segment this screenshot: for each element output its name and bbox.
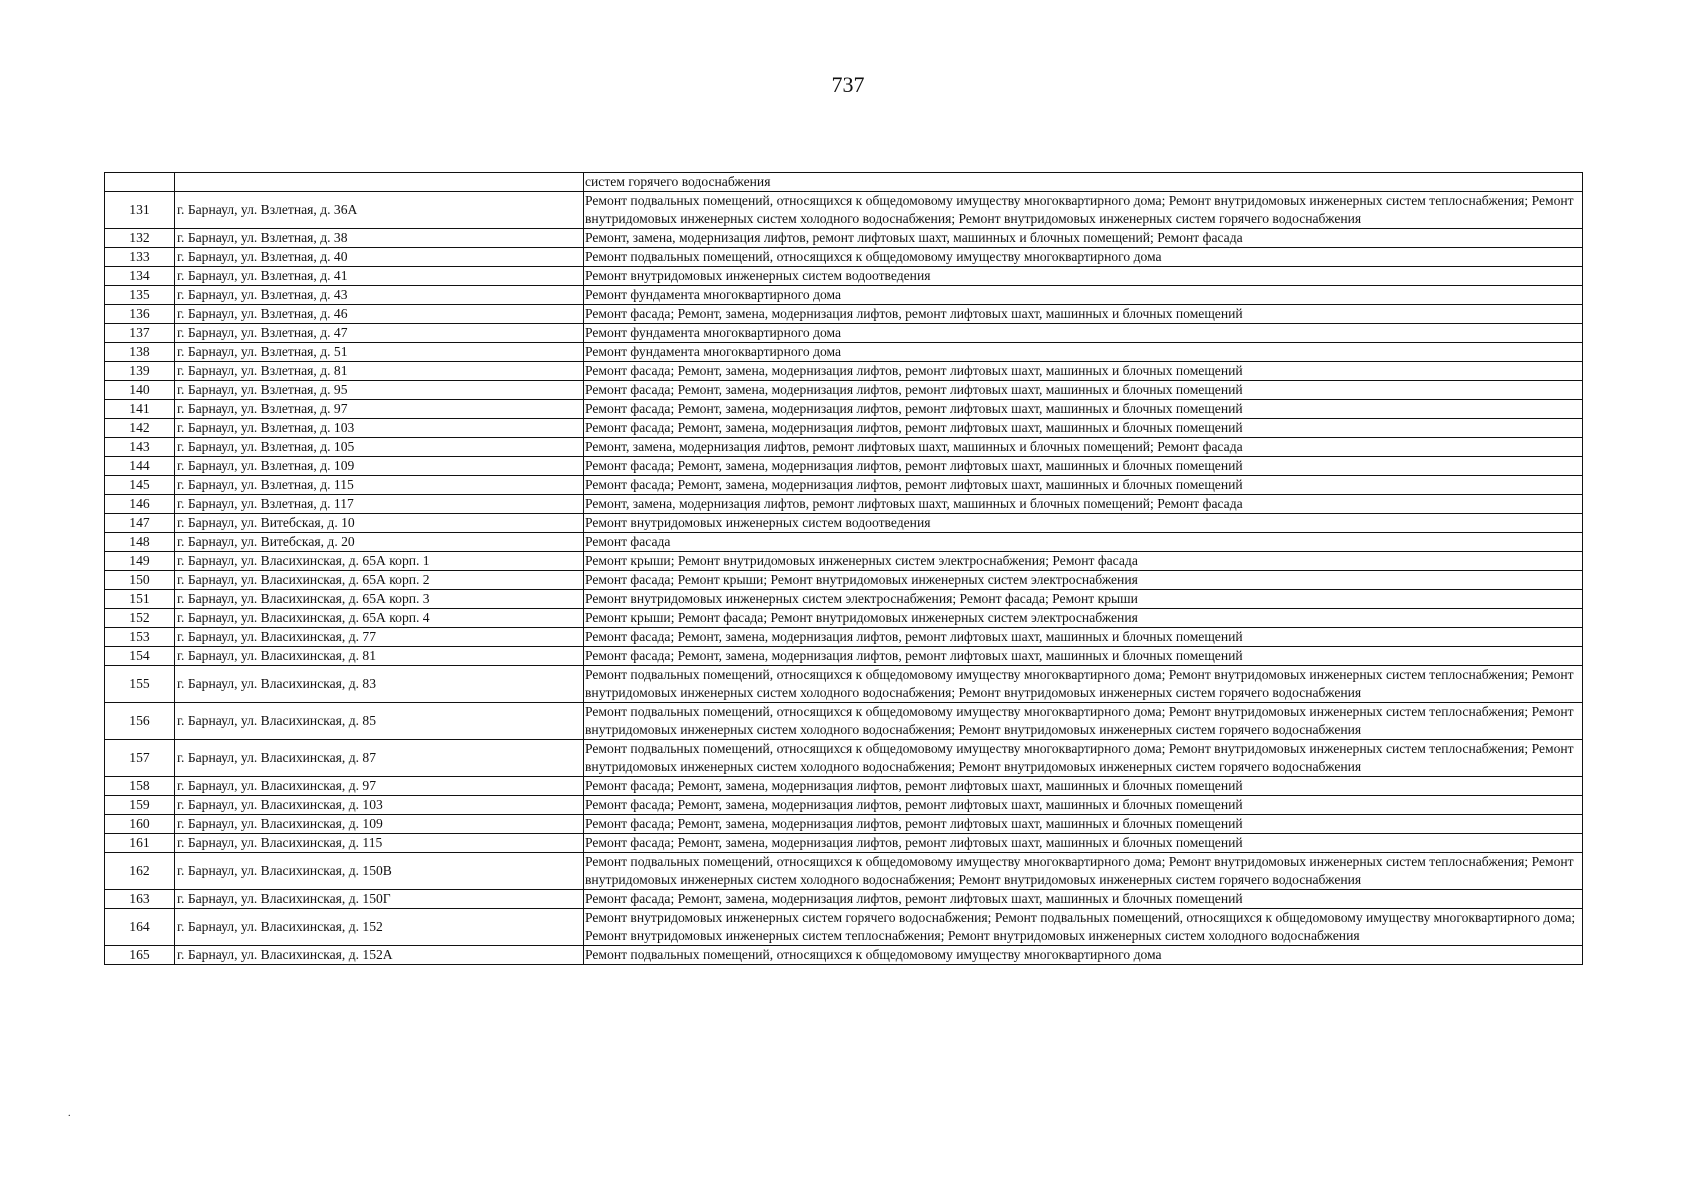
row-work: Ремонт подвальных помещений, относящихся к общедомовому имуществу многоквартирного дома; Ремонт внутридомовых инженерных систем теплоснабжения; Ремонт внутридомовых инженерных систем холодного водоснабжения; Ремонт внутридомовых инженерных систем горячего водоснабжения xyxy=(584,666,1583,703)
row-work: Ремонт фасада; Ремонт, замена, модернизация лифтов, ремонт лифтовых шахт, машинных и блочных помещений xyxy=(584,381,1583,400)
row-work: Ремонт фасада; Ремонт, замена, модернизация лифтов, ремонт лифтовых шахт, машинных и блочных помещений xyxy=(584,419,1583,438)
row-address: г. Барнаул, ул. Взлетная, д. 41 xyxy=(175,267,584,286)
row-work: Ремонт внутридомовых инженерных систем водоотведения xyxy=(584,267,1583,286)
table-row xyxy=(105,343,1583,362)
row-address: г. Барнаул, ул. Взлетная, д. 36А xyxy=(175,192,584,229)
table-row xyxy=(105,192,1583,229)
row-address: г. Барнаул, ул. Взлетная, д. 105 xyxy=(175,438,584,457)
row-number: 159 xyxy=(105,796,175,815)
row-address: г. Барнаул, ул. Власихинская, д. 150Г xyxy=(175,890,584,909)
row-address: г. Барнаул, ул. Витебская, д. 10 xyxy=(175,514,584,533)
row-number: 150 xyxy=(105,571,175,590)
table-row xyxy=(105,229,1583,248)
page-number: 737 xyxy=(831,72,865,97)
row-address: г. Барнаул, ул. Власихинская, д. 65А корп. 1 xyxy=(175,552,584,571)
table-row xyxy=(105,476,1583,495)
row-number: 165 xyxy=(105,946,175,965)
row-address: г. Барнаул, ул. Взлетная, д. 40 xyxy=(175,248,584,267)
row-work: Ремонт, замена, модернизация лифтов, ремонт лифтовых шахт, машинных и блочных помещений; Ремонт фасада xyxy=(584,495,1583,514)
table-row xyxy=(105,740,1583,777)
row-number xyxy=(105,173,175,192)
row-address: г. Барнаул, ул. Взлетная, д. 81 xyxy=(175,362,584,381)
table-row xyxy=(105,590,1583,609)
row-number: 151 xyxy=(105,590,175,609)
table-body xyxy=(105,173,1583,965)
table-row xyxy=(105,419,1583,438)
table-row xyxy=(105,628,1583,647)
row-number: 138 xyxy=(105,343,175,362)
row-address: г. Барнаул, ул. Власихинская, д. 103 xyxy=(175,796,584,815)
row-number: 153 xyxy=(105,628,175,647)
row-number: 145 xyxy=(105,476,175,495)
row-number: 132 xyxy=(105,229,175,248)
row-work: Ремонт подвальных помещений, относящихся к общедомовому имуществу многоквартирного дома; Ремонт внутридомовых инженерных систем теплоснабжения; Ремонт внутридомовых инженерных систем холодного водоснабжения; Ремонт внутридомовых инженерных систем горячего водоснабжения xyxy=(584,192,1583,229)
table-row xyxy=(105,571,1583,590)
row-address: г. Барнаул, ул. Власихинская, д. 87 xyxy=(175,740,584,777)
row-address: г. Барнаул, ул. Взлетная, д. 109 xyxy=(175,457,584,476)
row-number: 149 xyxy=(105,552,175,571)
row-work: Ремонт, замена, модернизация лифтов, ремонт лифтовых шахт, машинных и блочных помещений; Ремонт фасада xyxy=(584,438,1583,457)
row-address: г. Барнаул, ул. Взлетная, д. 117 xyxy=(175,495,584,514)
row-work: Ремонт фасада; Ремонт, замена, модернизация лифтов, ремонт лифтовых шахт, машинных и блочных помещений xyxy=(584,400,1583,419)
row-number: 131 xyxy=(105,192,175,229)
row-number: 136 xyxy=(105,305,175,324)
row-number: 164 xyxy=(105,909,175,946)
table-row xyxy=(105,796,1583,815)
row-work: Ремонт фасада xyxy=(584,533,1583,552)
row-number: 148 xyxy=(105,533,175,552)
row-address: г. Барнаул, ул. Взлетная, д. 46 xyxy=(175,305,584,324)
row-work: Ремонт внутридомовых инженерных систем горячего водоснабжения; Ремонт подвальных помещений, относящихся к общедомовому имуществу многоквартирного дома; Ремонт внутридомовых инженерных систем теплоснабжения; Ремонт внутридомовых инженерных систем холодного водоснабжения xyxy=(584,909,1583,946)
row-address: г. Барнаул, ул. Власихинская, д. 77 xyxy=(175,628,584,647)
row-work: Ремонт крыши; Ремонт внутридомовых инженерных систем электроснабжения; Ремонт фасада xyxy=(584,552,1583,571)
row-address: г. Барнаул, ул. Власихинская, д. 150В xyxy=(175,853,584,890)
row-address: г. Барнаул, ул. Власихинская, д. 65А корп. 3 xyxy=(175,590,584,609)
table-row xyxy=(105,400,1583,419)
table-row xyxy=(105,457,1583,476)
row-work: Ремонт внутридомовых инженерных систем водоотведения xyxy=(584,514,1583,533)
register-sheet xyxy=(104,172,1583,965)
row-work: Ремонт подвальных помещений, относящихся к общедомовому имуществу многоквартирного дома xyxy=(584,946,1583,965)
table-row xyxy=(105,647,1583,666)
row-number: 158 xyxy=(105,777,175,796)
row-address: г. Барнаул, ул. Власихинская, д. 152А xyxy=(175,946,584,965)
table-row xyxy=(105,609,1583,628)
row-address: г. Барнаул, ул. Власихинская, д. 85 xyxy=(175,703,584,740)
table-row xyxy=(105,909,1583,946)
row-number: 152 xyxy=(105,609,175,628)
table-row xyxy=(105,267,1583,286)
row-number: 135 xyxy=(105,286,175,305)
row-number: 144 xyxy=(105,457,175,476)
table-row xyxy=(105,890,1583,909)
table-row xyxy=(105,248,1583,267)
table-row xyxy=(105,533,1583,552)
row-work: Ремонт фундамента многоквартирного дома xyxy=(584,324,1583,343)
row-number: 142 xyxy=(105,419,175,438)
table-row xyxy=(105,552,1583,571)
row-address: г. Барнаул, ул. Власихинская, д. 97 xyxy=(175,777,584,796)
table-row xyxy=(105,438,1583,457)
row-number: 162 xyxy=(105,853,175,890)
row-address: г. Барнаул, ул. Взлетная, д. 51 xyxy=(175,343,584,362)
row-address: г. Барнаул, ул. Взлетная, д. 115 xyxy=(175,476,584,495)
table-row xyxy=(105,286,1583,305)
row-work: Ремонт фасада; Ремонт, замена, модернизация лифтов, ремонт лифтовых шахт, машинных и блочных помещений xyxy=(584,815,1583,834)
row-address: г. Барнаул, ул. Власихинская, д. 152 xyxy=(175,909,584,946)
row-address: г. Барнаул, ул. Власихинская, д. 65А корп. 2 xyxy=(175,571,584,590)
stray-mark: . xyxy=(68,1108,71,1119)
row-work: Ремонт фасада; Ремонт, замена, модернизация лифтов, ремонт лифтовых шахт, машинных и блочных помещений xyxy=(584,777,1583,796)
row-number: 157 xyxy=(105,740,175,777)
row-number: 141 xyxy=(105,400,175,419)
row-number: 146 xyxy=(105,495,175,514)
row-work: Ремонт фасада; Ремонт, замена, модернизация лифтов, ремонт лифтовых шахт, машинных и блочных помещений xyxy=(584,362,1583,381)
table-row xyxy=(105,666,1583,703)
row-number: 160 xyxy=(105,815,175,834)
row-address: г. Барнаул, ул. Власихинская, д. 65А корп. 4 xyxy=(175,609,584,628)
row-number: 154 xyxy=(105,647,175,666)
row-work: систем горячего водоснабжения xyxy=(584,173,1583,192)
row-address: г. Барнаул, ул. Взлетная, д. 103 xyxy=(175,419,584,438)
row-work: Ремонт внутридомовых инженерных систем электроснабжения; Ремонт фасада; Ремонт крыши xyxy=(584,590,1583,609)
row-number: 147 xyxy=(105,514,175,533)
row-address: г. Барнаул, ул. Витебская, д. 20 xyxy=(175,533,584,552)
table-row xyxy=(105,324,1583,343)
table-row xyxy=(105,305,1583,324)
row-address: г. Барнаул, ул. Взлетная, д. 95 xyxy=(175,381,584,400)
row-work: Ремонт подвальных помещений, относящихся к общедомовому имуществу многоквартирного дома xyxy=(584,248,1583,267)
row-work: Ремонт фасада; Ремонт крыши; Ремонт внутридомовых инженерных систем электроснабжения xyxy=(584,571,1583,590)
row-work: Ремонт фасада; Ремонт, замена, модернизация лифтов, ремонт лифтовых шахт, машинных и блочных помещений xyxy=(584,476,1583,495)
row-work: Ремонт фасада; Ремонт, замена, модернизация лифтов, ремонт лифтовых шахт, машинных и блочных помещений xyxy=(584,796,1583,815)
row-number: 140 xyxy=(105,381,175,400)
row-work: Ремонт крыши; Ремонт фасада; Ремонт внутридомовых инженерных систем электроснабжения xyxy=(584,609,1583,628)
row-number: 137 xyxy=(105,324,175,343)
row-number: 163 xyxy=(105,890,175,909)
table-row xyxy=(105,834,1583,853)
row-work: Ремонт, замена, модернизация лифтов, ремонт лифтовых шахт, машинных и блочных помещений; Ремонт фасада xyxy=(584,229,1583,248)
row-address: г. Барнаул, ул. Власихинская, д. 81 xyxy=(175,647,584,666)
row-address: г. Барнаул, ул. Власихинская, д. 115 xyxy=(175,834,584,853)
row-work: Ремонт фасада; Ремонт, замена, модернизация лифтов, ремонт лифтовых шахт, машинных и блочных помещений xyxy=(584,834,1583,853)
row-address: г. Барнаул, ул. Взлетная, д. 43 xyxy=(175,286,584,305)
row-work: Ремонт фасада; Ремонт, замена, модернизация лифтов, ремонт лифтовых шахт, машинных и блочных помещений xyxy=(584,647,1583,666)
row-address xyxy=(175,173,584,192)
row-address: г. Барнаул, ул. Взлетная, д. 38 xyxy=(175,229,584,248)
row-number: 134 xyxy=(105,267,175,286)
row-number: 156 xyxy=(105,703,175,740)
row-work: Ремонт фасада; Ремонт, замена, модернизация лифтов, ремонт лифтовых шахт, машинных и блочных помещений xyxy=(584,890,1583,909)
row-number: 161 xyxy=(105,834,175,853)
repair-table xyxy=(104,172,1583,965)
table-row xyxy=(105,946,1583,965)
row-work: Ремонт фасада; Ремонт, замена, модернизация лифтов, ремонт лифтовых шахт, машинных и блочных помещений xyxy=(584,305,1583,324)
row-address: г. Барнаул, ул. Взлетная, д. 97 xyxy=(175,400,584,419)
table-row xyxy=(105,815,1583,834)
row-work: Ремонт фундамента многоквартирного дома xyxy=(584,343,1583,362)
table-row xyxy=(105,381,1583,400)
row-address: г. Барнаул, ул. Власихинская, д. 83 xyxy=(175,666,584,703)
row-number: 143 xyxy=(105,438,175,457)
table-row xyxy=(105,703,1583,740)
row-work: Ремонт подвальных помещений, относящихся к общедомовому имуществу многоквартирного дома; Ремонт внутридомовых инженерных систем теплоснабжения; Ремонт внутридомовых инженерных систем холодного водоснабжения; Ремонт внутридомовых инженерных систем горячего водоснабжения xyxy=(584,853,1583,890)
table-row xyxy=(105,777,1583,796)
row-work: Ремонт фасада; Ремонт, замена, модернизация лифтов, ремонт лифтовых шахт, машинных и блочных помещений xyxy=(584,628,1583,647)
row-number: 139 xyxy=(105,362,175,381)
table-row-continuation xyxy=(105,173,1583,192)
table-row xyxy=(105,853,1583,890)
row-work: Ремонт фасада; Ремонт, замена, модернизация лифтов, ремонт лифтовых шахт, машинных и блочных помещений xyxy=(584,457,1583,476)
row-address: г. Барнаул, ул. Власихинская, д. 109 xyxy=(175,815,584,834)
table-row xyxy=(105,495,1583,514)
row-work: Ремонт подвальных помещений, относящихся к общедомовому имуществу многоквартирного дома; Ремонт внутридомовых инженерных систем теплоснабжения; Ремонт внутридомовых инженерных систем холодного водоснабжения; Ремонт внутридомовых инженерных систем горячего водоснабжения xyxy=(584,703,1583,740)
table-row xyxy=(105,514,1583,533)
row-number: 155 xyxy=(105,666,175,703)
row-address: г. Барнаул, ул. Взлетная, д. 47 xyxy=(175,324,584,343)
row-work: Ремонт фундамента многоквартирного дома xyxy=(584,286,1583,305)
table-row xyxy=(105,362,1583,381)
row-work: Ремонт подвальных помещений, относящихся к общедомовому имуществу многоквартирного дома; Ремонт внутридомовых инженерных систем теплоснабжения; Ремонт внутридомовых инженерных систем холодного водоснабжения; Ремонт внутридомовых инженерных систем горячего водоснабжения xyxy=(584,740,1583,777)
row-number: 133 xyxy=(105,248,175,267)
